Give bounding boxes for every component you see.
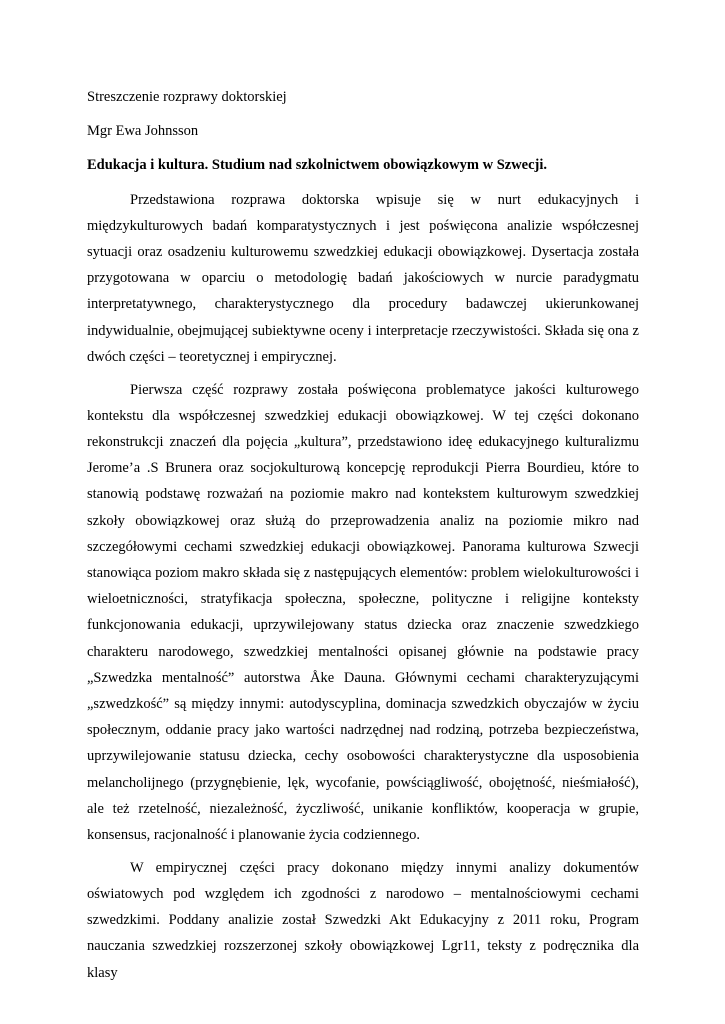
paragraph-theoretical-part: Pierwsza część rozprawy została poświęcona problematyce jakości kulturowego kontekstu dla współczesnej szwedzkiej edukacji obowiązkowej. W tej części dokonano rekonstrukcji znaczeń dla pojęcia „kultura”, przedstawiono ideę edukacyjnego kulturalizmu Jerome’a .S Brunera oraz socjokulturową koncepcję reprodukcji Pierra Bourdieu, które to stanowią podstawę rozważań na poziomie makro nad kontekstem kulturowym szwedzkiej szkoły obowiązkowej oraz służą do przeprowadzenia analiz na poziomie mikro nad szczegółowymi cechami szwedzkiej edukacji obowiązkowej. Panorama kulturowa Szwecji stanowiąca poziom makro składa się z następujących elementów: problem wielokulturowości i wieloetniczności, stratyfikacja społeczna, społeczne, polityczne i religijne konteksty funkcjonowania edukacji, uprzywilejowany status dziecka oraz znaczenie szwedzkiego charakteru narodowego, szwedzkiej mentalności opisanej głównie na podstawie pracy „Szwedzka mentalność” autorstwa Åke Dauna. Głównymi cechami charakteryzującymi „szwedzkość” są między innymi: autodyscyplina, dominacja szwedzkich obyczajów w życiu społecznym, oddanie pracy jako wartości nadrzędnej nad rodziną, potrzeba bezpieczeństwa, uprzywilejowanie statusu dziecka, cechy osobowości charakterystyczne dla usposobienia melancholijnego (przygnębienie, lęk, wycofanie, powściągliwość, obojętność, nieśmiałość), ale też rzetelność, niezależność, życzliwość, unikanie konfliktów, kooperacja w grupie, konsensus, racjonalność i planowanie życia codziennego. — [87, 381, 639, 843]
paragraph-introduction: Przedstawiona rozprawa doktorska wpisuje się w nurt edukacyjnych i międzykulturowych badań komparatystycznych i jest poświęcona analizie współczesnej sytuacji oraz osadzeniu kulturowemu szwedzkiej edukacji obowiązkowej. Dysertacja została przygotowana w oparciu o metodologię badań jakościowych w nurcie paradygmatu interpretatywnego, charakterystycznego dla procedury badawczej ukierunkowanej indywidualnie, obejmującej subiektywne oceny i interpretacje rzeczywistości. Składa się ona z dwóch części – teoretycznej i empirycznej. — [87, 191, 639, 365]
paragraph-empirical-part: W empirycznej części pracy dokonano między innymi analizy dokumentów oświatowych pod względem ich zgodności z narodowo – mentalnościowymi cechami szwedzkimi. Poddany analizie został Szwedzki Akt Edukacyjny z 2011 roku, Program nauczania szwedzkiej rozszerzonej szkoły obowiązkowej Lgr11, teksty z podręcznika dla klasy — [87, 859, 639, 981]
author-name: Mgr Ewa Johnsson — [87, 123, 199, 140]
document-header-title: Streszczenie rozprawy doktorskiej — [87, 89, 287, 105]
thesis-title: Edukacja i kultura. Studium nad szkolnictwem obowiązkowym w Szwecji. — [87, 157, 548, 174]
document-body — [87, 84, 639, 992]
